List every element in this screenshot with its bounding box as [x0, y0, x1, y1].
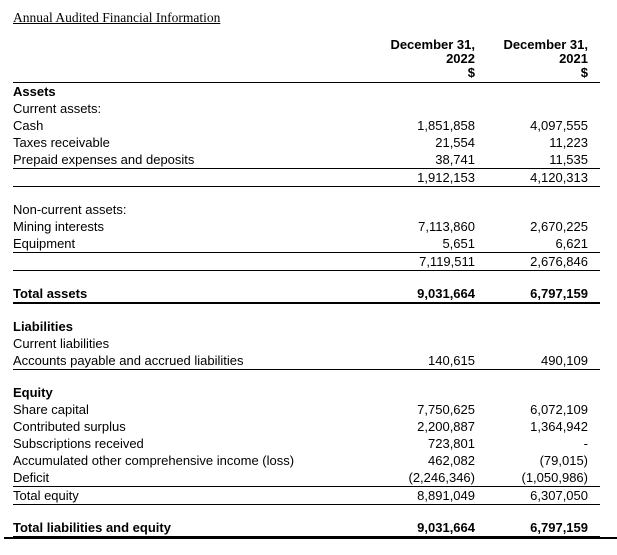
- value-2022: 7,750,625: [417, 402, 475, 417]
- column-header-2021-unit: $: [580, 65, 588, 80]
- table-row: [13, 83, 600, 101]
- value-2022: [358, 384, 475, 401]
- row-label: Total equity: [13, 487, 358, 505]
- value-2021: [475, 83, 600, 101]
- value-2022: [358, 83, 475, 101]
- value-2021: -: [583, 436, 588, 451]
- value-2022: 21,554: [435, 135, 475, 150]
- row-label: Cash: [13, 118, 44, 133]
- table-row: [13, 235, 600, 253]
- value-2021: 1,364,942: [530, 419, 588, 434]
- table-row: [13, 452, 600, 469]
- value-2022: 9,031,664: [358, 285, 475, 303]
- table-row: [13, 285, 600, 303]
- value-2022: 723,801: [428, 436, 475, 451]
- row-label: Assets: [13, 84, 56, 99]
- table-row: [13, 151, 600, 169]
- value-2021: 6,797,159: [475, 519, 600, 537]
- value-2021: 4,097,555: [530, 118, 588, 133]
- value-2022: [358, 201, 475, 218]
- value-2021: 6,797,159: [475, 285, 600, 303]
- row-label: Total liabilities and equity: [13, 519, 358, 537]
- column-header-2021-date: December 31,: [503, 37, 588, 52]
- table-row: [13, 335, 600, 352]
- table-row: [13, 134, 600, 151]
- page-bottom-rule: [4, 537, 617, 539]
- value-2021: (1,050,986): [475, 469, 600, 487]
- value-2022: 8,891,049: [358, 487, 475, 505]
- value-2022: 462,082: [428, 453, 475, 468]
- value-2022: 7,113,860: [418, 219, 475, 234]
- value-2022: 9,031,664: [358, 519, 475, 537]
- value-2021: 6,307,050: [475, 487, 600, 505]
- value-2022: 5,651: [358, 235, 475, 253]
- value-2022: 140,615: [358, 352, 475, 370]
- table-header: [13, 38, 600, 83]
- table-row: [13, 117, 600, 134]
- column-header-2021-year: 2021: [559, 51, 588, 66]
- value-2021: 11,223: [549, 135, 588, 150]
- value-2021: (79,015): [539, 453, 588, 468]
- row-label: Contributed surplus: [13, 419, 126, 434]
- table-row: [13, 218, 600, 235]
- value-2021: 490,109: [475, 352, 600, 370]
- table-row: [13, 401, 600, 418]
- row-label: Mining interests: [13, 219, 105, 234]
- value-2021: [475, 384, 600, 401]
- row-label: Current assets:: [13, 101, 102, 116]
- table-row: [13, 435, 600, 452]
- row-label: Equity: [13, 385, 53, 400]
- value-2021: [475, 335, 600, 352]
- spacer-row: [13, 271, 600, 286]
- table-row: [13, 318, 600, 335]
- value-2022: 7,119,511: [358, 253, 475, 271]
- table-row: [13, 253, 600, 271]
- row-label: Accumulated other comprehensive income (loss): [13, 453, 295, 468]
- column-header-2022-year: 2022: [446, 51, 475, 66]
- value-2022: 38,741: [358, 151, 475, 169]
- header-label-column: [13, 38, 358, 83]
- row-label: Taxes receivable: [13, 135, 110, 150]
- value-2022: 1,851,858: [417, 118, 475, 133]
- table-row: [13, 469, 600, 487]
- row-label: Equipment: [13, 235, 358, 253]
- value-2022: [358, 318, 475, 335]
- row-label: Accounts payable and accrued liabilities: [13, 352, 358, 370]
- table-row: [13, 487, 600, 505]
- row-label: [13, 253, 358, 271]
- table-row: [13, 418, 600, 435]
- row-label: Share capital: [13, 402, 89, 417]
- value-2021: [475, 201, 600, 218]
- table-row: [13, 169, 600, 187]
- value-2022: [358, 335, 475, 352]
- spacer-row: [13, 370, 600, 385]
- spacer-cell: [13, 303, 600, 318]
- spacer-cell: [13, 370, 600, 385]
- row-label: Total assets: [13, 285, 358, 303]
- row-label: Current liabilities: [13, 336, 110, 351]
- spacer-cell: [13, 505, 600, 520]
- row-label: Prepaid expenses and deposits: [13, 151, 358, 169]
- row-label: [13, 169, 358, 187]
- value-2022: 1,912,153: [358, 169, 475, 187]
- row-label: Liabilities: [13, 319, 73, 334]
- spacer-row: [13, 303, 600, 318]
- row-label: Subscriptions received: [13, 436, 144, 451]
- value-2021: 11,535: [475, 151, 600, 169]
- value-2021: 6,621: [475, 235, 600, 253]
- value-2022: [358, 100, 475, 117]
- table-row: [13, 384, 600, 401]
- spacer-row: [13, 187, 600, 202]
- spacer-row: [13, 505, 600, 520]
- column-header-2022-unit: $: [467, 65, 475, 80]
- column-header-2021: [475, 38, 600, 83]
- financial-table: [13, 38, 600, 538]
- column-header-2022-date: December 31,: [390, 37, 475, 52]
- value-2021: 6,072,109: [530, 402, 588, 417]
- value-2021: 2,676,846: [475, 253, 600, 271]
- value-2022: 2,200,887: [417, 419, 475, 434]
- table-body: [13, 83, 600, 538]
- row-label: Non-current assets:: [13, 202, 127, 217]
- table-row: [13, 352, 600, 370]
- value-2021: 2,670,225: [530, 219, 588, 234]
- column-header-2022: [358, 38, 475, 83]
- spacer-cell: [13, 271, 600, 286]
- value-2021: [475, 318, 600, 335]
- table-row: [13, 201, 600, 218]
- spacer-cell: [13, 187, 600, 202]
- document-title: Annual Audited Financial Information: [13, 10, 221, 25]
- row-label: Deficit: [13, 469, 358, 487]
- table-row: [13, 100, 600, 117]
- value-2021: 4,120,313: [475, 169, 600, 187]
- table-row: [13, 519, 600, 537]
- value-2021: [475, 100, 600, 117]
- value-2022: (2,246,346): [358, 469, 475, 487]
- header-row: [13, 38, 600, 83]
